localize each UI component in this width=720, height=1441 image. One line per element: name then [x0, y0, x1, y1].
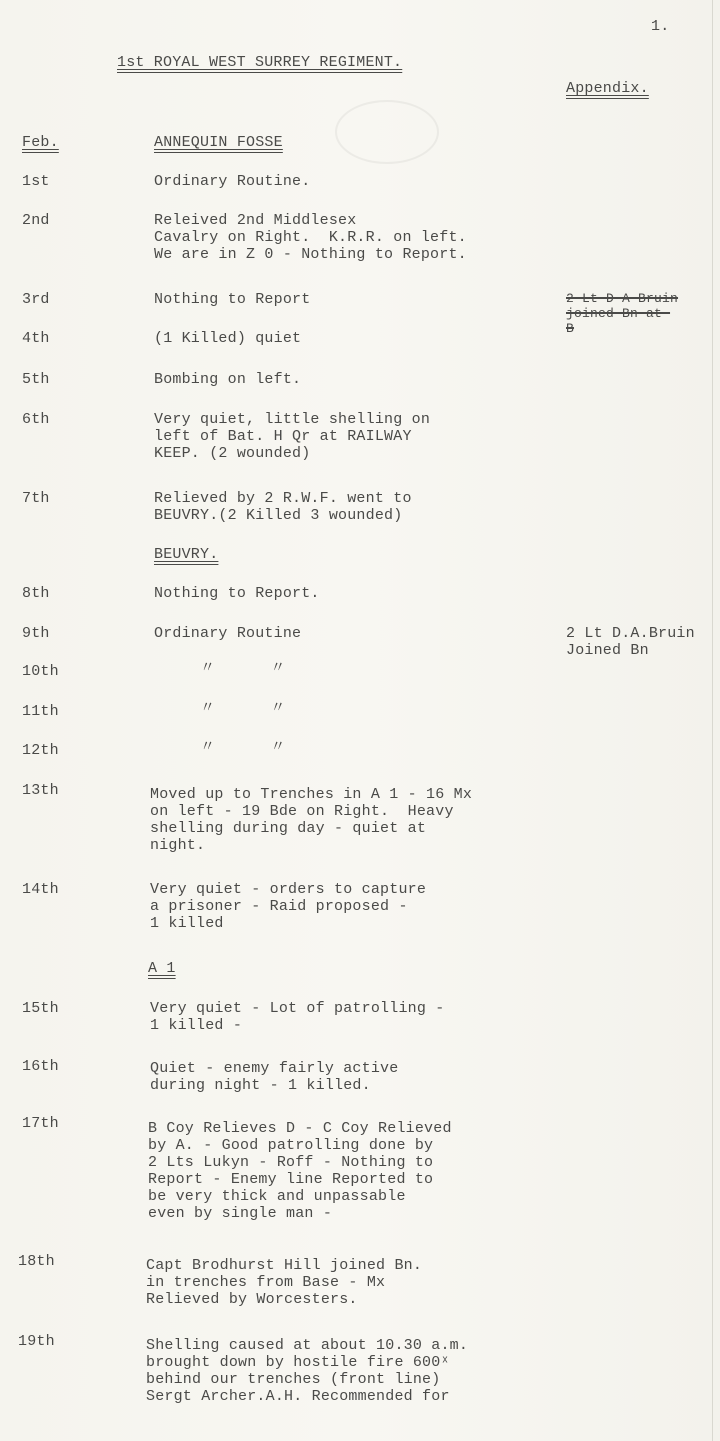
entry-date: 1st [22, 173, 50, 190]
entry-date: 11th [22, 703, 59, 720]
entry-text: behind our trenches (front line) [146, 1371, 441, 1388]
appendix-note-struck: 2-Lt-D-A-Bruin [566, 291, 679, 306]
entry-date: 14th [22, 881, 59, 898]
page-number: 1. [651, 18, 670, 35]
entry-text: brought down by hostile fire 600ˣ [146, 1354, 450, 1371]
entry-text: on left - 19 Bde on Right. Heavy [150, 803, 454, 820]
entry-date: 17th [22, 1115, 59, 1132]
entry-text: Releived 2nd Middlesex [154, 212, 357, 229]
entry-text: Nothing to Report [154, 291, 311, 308]
entry-text: by A. - Good patrolling done by [148, 1137, 434, 1154]
ditto-marks: 〃 〃 [200, 739, 286, 756]
entry-date: 6th [22, 411, 50, 428]
entry-text: be very thick and unpassable [148, 1188, 406, 1205]
entry-text: Very quiet - Lot of patrolling - [150, 1000, 445, 1017]
entry-date: 18th [18, 1253, 55, 1270]
entry-text: B Coy Relieves D - C Coy Relieved [148, 1120, 452, 1137]
entry-date: 8th [22, 585, 50, 602]
entry-date: 5th [22, 371, 50, 388]
entry-text: Cavalry on Right. K.R.R. on left. [154, 229, 467, 246]
entry-text: Report - Enemy line Reported to [148, 1171, 434, 1188]
entry-text: Shelling caused at about 10.30 a.m. [146, 1337, 469, 1354]
entry-text: Quiet - enemy fairly active [150, 1060, 399, 1077]
section-location: BEUVRY. [154, 546, 219, 563]
appendix-note: 2 Lt D.A.Bruin [566, 625, 695, 642]
entry-text: Very quiet - orders to capture [150, 881, 427, 898]
paper-edge [712, 0, 713, 1441]
entry-text: a prisoner - Raid proposed - [150, 898, 408, 915]
entry-date: 16th [22, 1058, 59, 1075]
entry-date: 12th [22, 742, 59, 759]
page-title: 1st ROYAL WEST SURREY REGIMENT. [117, 54, 403, 71]
faint-stamp [335, 100, 439, 164]
entry-text: Capt Brodhurst Hill joined Bn. [146, 1257, 423, 1274]
entry-text: left of Bat. H Qr at RAILWAY [154, 428, 412, 445]
entry-date: 15th [22, 1000, 59, 1017]
ditto-marks: 〃 〃 [200, 660, 286, 677]
section-location: A 1 [148, 960, 176, 977]
entry-text: night. [150, 837, 206, 854]
entry-text: shelling during day - quiet at [150, 820, 427, 837]
entry-date: 19th [18, 1333, 55, 1350]
entry-text: Sergt Archer.A.H. Recommended for [146, 1388, 450, 1405]
entry-text: even by single man - [148, 1205, 333, 1222]
entry-date: 4th [22, 330, 50, 347]
entry-text: during night - 1 killed. [150, 1077, 371, 1094]
entry-date: 10th [22, 663, 59, 680]
entry-text: Nothing to Report. [154, 585, 320, 602]
entry-text: Very quiet, little shelling on [154, 411, 431, 428]
section-location: ANNEQUIN FOSSE [154, 134, 283, 151]
entry-text: Ordinary Routine. [154, 173, 311, 190]
entry-text: Relieved by 2 R.W.F. went to [154, 490, 412, 507]
entry-date: 3rd [22, 291, 50, 308]
month-label: Feb. [22, 134, 59, 151]
appendix-heading: Appendix. [566, 80, 649, 97]
entry-text: Relieved by Worcesters. [146, 1291, 358, 1308]
ditto-marks: 〃 〃 [200, 700, 286, 717]
entry-text: BEUVRY.(2 Killed 3 wounded) [154, 507, 403, 524]
entry-date: 9th [22, 625, 50, 642]
entry-text: (1 Killed) quiet [154, 330, 302, 347]
entry-text: Bombing on left. [154, 371, 302, 388]
entry-text: Moved up to Trenches in A 1 - 16 Mx [150, 786, 473, 803]
entry-text: We are in Z 0 - Nothing to Report. [154, 246, 467, 263]
entry-text: 1 killed - [150, 1017, 243, 1034]
entry-text: in trenches from Base - Mx [146, 1274, 386, 1291]
entry-text: 2 Lts Lukyn - Roff - Nothing to [148, 1154, 434, 1171]
entry-text: KEEP. (2 wounded) [154, 445, 311, 462]
entry-date: 13th [22, 782, 59, 799]
entry-text: 1 killed [150, 915, 224, 932]
entry-date: 7th [22, 490, 50, 507]
appendix-note-struck: B [566, 321, 575, 336]
entry-text: Ordinary Routine [154, 625, 302, 642]
appendix-note: Joined Bn [566, 642, 649, 659]
appendix-note-struck: joined-Bn-at- [566, 306, 671, 321]
entry-date: 2nd [22, 212, 50, 229]
